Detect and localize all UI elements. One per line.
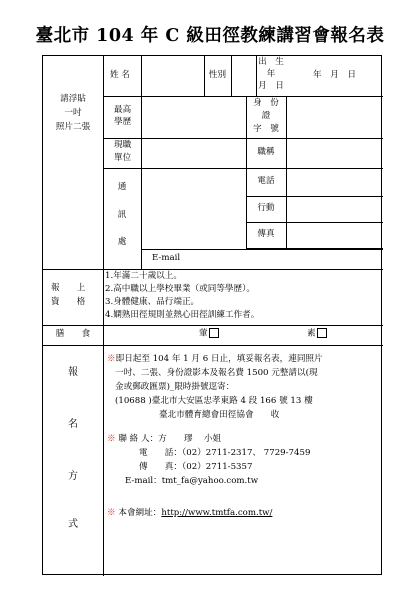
meal-option-veg-label: 素 (307, 328, 316, 339)
email-label: E-mail (152, 253, 181, 263)
contact-label-3: 處 (117, 237, 127, 247)
job-field[interactable] (142, 139, 246, 168)
id-label-2: 證 (261, 111, 271, 121)
form-title: 臺北市 104 年 C 級田徑教練講習會報名表 (35, 26, 385, 46)
email-field[interactable] (193, 250, 383, 269)
birth-date-field[interactable]: 年 月 日 (313, 70, 356, 80)
job-title-field[interactable] (287, 139, 383, 168)
photo-label-1: 請浮貼 (60, 94, 86, 104)
website-line (107, 508, 272, 520)
rule (103, 346, 104, 576)
method-line: (10688 )臺北市大安區忠孝東路 4 段 166 號 13 樓 (115, 396, 313, 406)
mobile-label: 行動 (257, 203, 275, 213)
contact-phone: 電 話：（02）2711-2317、 7729-7459 (139, 448, 311, 458)
reference-mark: ※ (107, 434, 116, 444)
qualification-item: 3.身體健康、品行端正。 (105, 297, 200, 307)
phone-label: 電話 (257, 176, 275, 186)
address-field[interactable] (142, 169, 246, 249)
contact-label-2: 訊 (117, 210, 127, 220)
birth-label-1: 出 生 (258, 57, 284, 67)
meal-option-meat-label: 葷 (199, 328, 208, 339)
id-label-3: 字 號 (253, 124, 279, 134)
reference-mark: ※ (107, 508, 116, 518)
method-line: 金或郵政匯票)_限時掛號逕寄： (115, 382, 235, 392)
website-label: 本會網址： (118, 508, 162, 518)
name-field[interactable] (142, 56, 204, 96)
qualification-item: 2.高中職以上學校畢業（或同等學歷）。 (105, 284, 255, 294)
photo-label-2: 一吋 (64, 108, 82, 118)
veg-checkbox[interactable] (317, 328, 327, 338)
birth-label-3: 月 日 (258, 81, 284, 91)
gender-field[interactable] (232, 56, 256, 96)
method-label-char: 報 (68, 367, 78, 378)
photo-label-3: 照片二張 (55, 122, 91, 132)
rule (43, 269, 383, 270)
qualification-label-2: 資 格 (51, 297, 86, 307)
contact-fax: 傳 真：（02）2711-5357 (139, 462, 253, 472)
contact-person: 聯 絡 人：方 璆 小姐 (118, 434, 222, 444)
meal-label: 膳 食 (55, 329, 91, 339)
meat-checkbox[interactable] (209, 328, 219, 338)
contact-email: E-mail：tmt_fa@yahoo.com.tw (125, 476, 259, 486)
mobile-field[interactable] (287, 197, 383, 222)
fax-field[interactable] (287, 223, 383, 248)
name-label: 姓 名 (110, 70, 130, 80)
education-label-2: 學歷 (114, 117, 132, 127)
method-line: 臺北市體育總會田徑協會 收 (159, 410, 280, 420)
rule (43, 345, 383, 346)
method-line (107, 354, 323, 366)
reference-mark: ※ (107, 354, 116, 364)
job-label-1: 現職 (114, 140, 132, 150)
id-number-field[interactable] (287, 97, 383, 138)
meal-option-meat[interactable] (199, 328, 219, 340)
method-label-char: 式 (68, 519, 78, 530)
method-line: 一吋、二張、身份證影本及報名費 1500 元整請以(現 (115, 368, 318, 378)
method-text: 即日起至 104 年 1 月 6 日止，填妥報名表，連同照片 (115, 354, 323, 364)
qualification-item: 4.嫻熟田徑規則並熱心田徑訓練工作者。 (105, 310, 260, 320)
fax-label: 傳真 (257, 229, 275, 239)
education-field[interactable] (142, 97, 246, 138)
job-label-2: 單位 (114, 153, 132, 163)
job-title-label: 職稱 (257, 147, 275, 157)
contact-label-1: 通 (117, 182, 127, 192)
education-label-1: 最高 (114, 105, 132, 115)
rule (103, 269, 104, 346)
qualification-label-1: 報 上 (51, 283, 86, 293)
meal-option-veg[interactable] (307, 328, 327, 340)
id-label-1: 身 份 (253, 98, 279, 108)
method-label-char: 方 (68, 471, 78, 482)
qualification-item: 1.年滿二十歲以上。 (105, 271, 182, 281)
contact-person-line (107, 434, 221, 446)
rule (43, 325, 383, 326)
registration-form (42, 55, 382, 575)
method-label-char: 名 (68, 419, 78, 430)
website-link[interactable]: http://www.tmtfa.com.tw/ (161, 508, 273, 518)
birth-label-2: 年 (266, 69, 276, 79)
phone-field[interactable] (287, 169, 383, 196)
gender-label: 性別 (208, 70, 227, 80)
